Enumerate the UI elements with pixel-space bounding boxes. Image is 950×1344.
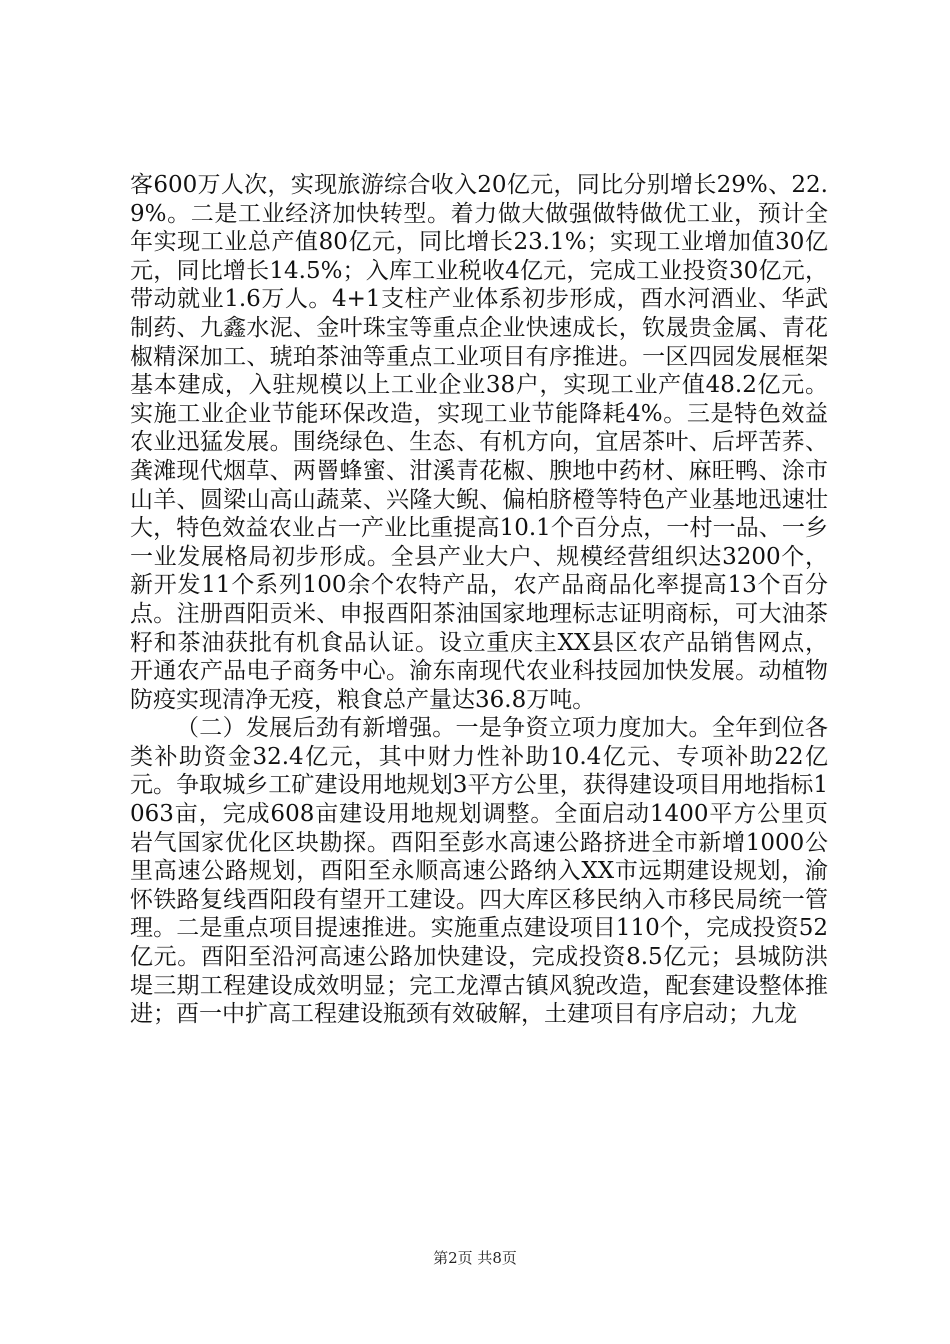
page-footer: [0, 1247, 950, 1268]
body-paragraph-2: （二）发展后劲有新增强。一是争资立项力度加大。全年到位各类补助资金32.4亿元，其中财力性补助10.4亿元、专项补助22亿元。争取城乡工矿建设用地规划3平方公里，获得建设项目用地指标1063亩，完成608亩建设用地规划调整。全面启动1400平方公里页岩气国家优化区块勘探。酉阳至彭水高速公路挤进全市新增1000公里高速公路规划，酉阳至永顺高速公路纳入XX市远期建设规划，渝怀铁路复线酉阳段有望开工建设。四大库区移民纳入市移民局统一管理。二是重点项目提速推进。实施重点建设项目110个，完成投资52亿元。酉阳至沿河高速公路加快建设，完成投资8.5亿元；县城防洪堤三期工程建设成效明显；完工龙潭古镇风貌改造，配套建设整体推进；酉一中扩高工程建设瓶颈有效破解，土建项目有序启动；九龙: [130, 715, 828, 1028]
page-number-label: 第2页 共8页: [433, 1249, 517, 1267]
body-paragraph-1: 客600万人次，实现旅游综合收入20亿元，同比分别增长29%、22.9%。二是工业经济加快转型。着力做大做强做特做优工业，预计全年实现工业总产值80亿元，同比增长23.1%；实现工业增加值30亿元，同比增长14.5%；入库工业税收4亿元，完成工业投资30亿元，带动就业1.6万人。4+1支柱产业体系初步形成，酉水河酒业、华武制药、九鑫水泥、金叶珠宝等重点企业快速成长，钦晟贵金属、青花椒精深加工、琥珀茶油等重点工业项目有序推进。一区四园发展框架基本建成，入驻规模以上工业企业38户，实现工业产值48.2亿元。实施工业企业节能环保改造，实现工业节能降耗4%。三是特色效益农业迅猛发展。围绕绿色、生态、有机方向，宜居茶叶、后坪苦荞、龚滩现代烟草、两罾蜂蜜、泔溪青花椒、腴地中药材、麻旺鸭、涂市山羊、圆梁山高山蔬菜、兴隆大鲵、偏柏脐橙等特色产业基地迅速壮大，特色效益农业占一产业比重提高10.1个百分点，一村一品、一乡一业发展格局初步形成。全县产业大户、规模经营组织达3200个，新开发11个系列100余个农特产品，农产品商品化率提高13个百分点。注册酉阳贡米、申报酉阳茶油国家地理标志证明商标，可大油茶籽和茶油获批有机食品认证。设立重庆主XX县区农产品销售网点，开通农产品电子商务中心。渝东南现代农业科技园加快发展。动植物防疫实现清净无疫，粮食总产量达36.8万吨。: [130, 172, 828, 713]
document-body: [130, 171, 828, 1029]
